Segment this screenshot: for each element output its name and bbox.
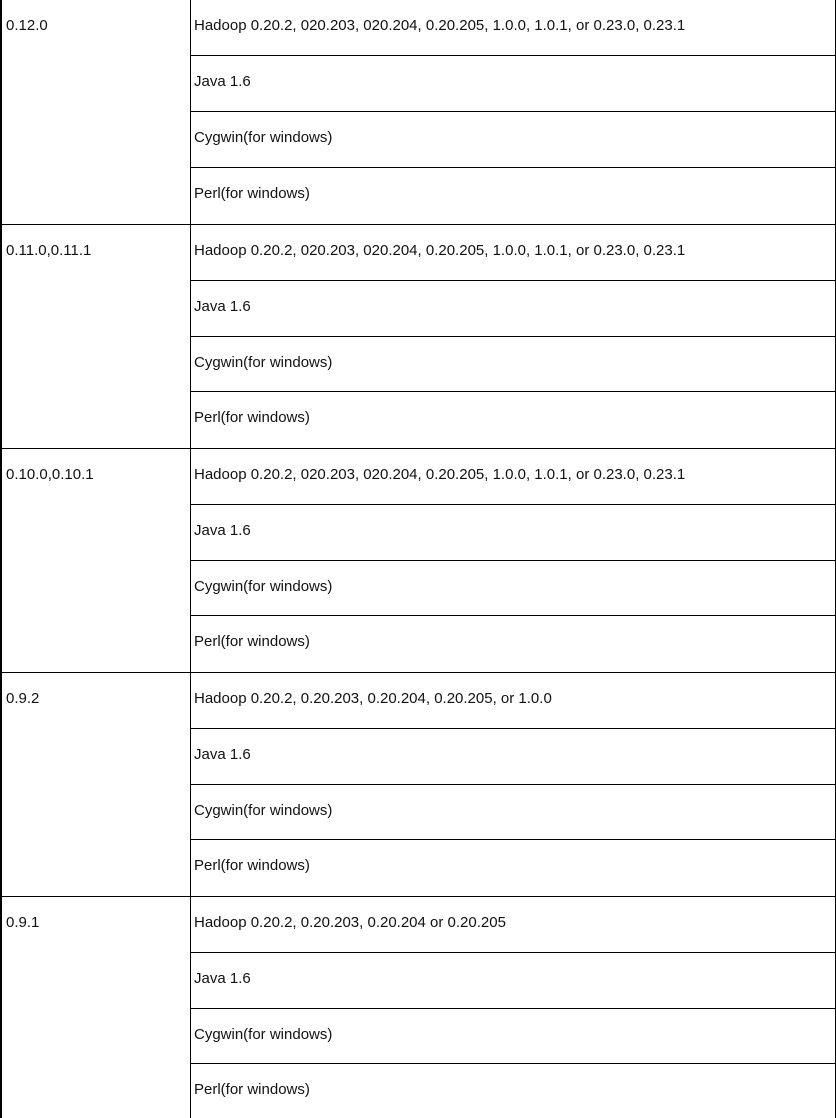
table-row — [0, 896, 836, 1118]
requirement-cell: Perl(for windows) — [194, 633, 310, 651]
version-cell: 0.10.0,0.10.1 — [0, 449, 191, 672]
requirement-cell: Hadoop 0.20.2, 020.203, 020.204, 0.20.205, 1.0.0, 1.0.1, or 0.23.0, 0.23.1 — [191, 0, 835, 56]
requirement-cell: Perl(for windows) — [194, 185, 310, 202]
version-cell: 0.9.2 — [0, 673, 191, 896]
requirement-cell: Java 1.6 — [191, 729, 835, 785]
requirement-cell: Cygwin(for windows) — [191, 337, 835, 393]
requirements-column — [191, 225, 836, 448]
requirement-cell: Cygwin(for windows) — [191, 1009, 835, 1065]
requirement-cell: Hadoop 0.20.2, 020.203, 020.204, 0.20.205, 1.0.0, 1.0.1, or 0.23.0, 0.23.1 — [191, 449, 835, 505]
requirement-cell: Cygwin(for windows) — [191, 561, 835, 617]
requirement-cell: Perl(for windows) — [194, 1081, 310, 1099]
requirement-cell: Java 1.6 — [191, 281, 835, 337]
requirements-column — [191, 0, 836, 224]
version-cell: 0.11.0,0.11.1 — [0, 225, 191, 448]
table-row — [0, 0, 836, 224]
requirement-cell: Hadoop 0.20.2, 020.203, 020.204, 0.20.205, 1.0.0, 1.0.1, or 0.23.0, 0.23.1 — [191, 225, 835, 281]
requirements-column — [191, 673, 836, 896]
version-cell: 0.12.0 — [0, 0, 191, 224]
requirement-cell: Java 1.6 — [191, 56, 835, 112]
requirements-column — [191, 449, 836, 672]
table-row — [0, 672, 836, 896]
requirements-column — [191, 897, 836, 1118]
table-row — [0, 448, 836, 672]
table-row — [0, 224, 836, 448]
version-cell: 0.9.1 — [0, 897, 191, 1118]
requirement-cell: Perl(for windows) — [194, 857, 310, 875]
requirement-cell: Java 1.6 — [191, 505, 835, 561]
requirement-cell: Hadoop 0.20.2, 0.20.203, 0.20.204 or 0.20.205 — [191, 897, 835, 953]
requirement-cell: Java 1.6 — [191, 953, 835, 1009]
requirement-cell: Hadoop 0.20.2, 0.20.203, 0.20.204, 0.20.205, or 1.0.0 — [191, 673, 835, 729]
requirement-cell: Cygwin(for windows) — [191, 112, 835, 168]
requirement-cell: Perl(for windows) — [194, 409, 310, 427]
requirement-cell: Cygwin(for windows) — [191, 785, 835, 841]
